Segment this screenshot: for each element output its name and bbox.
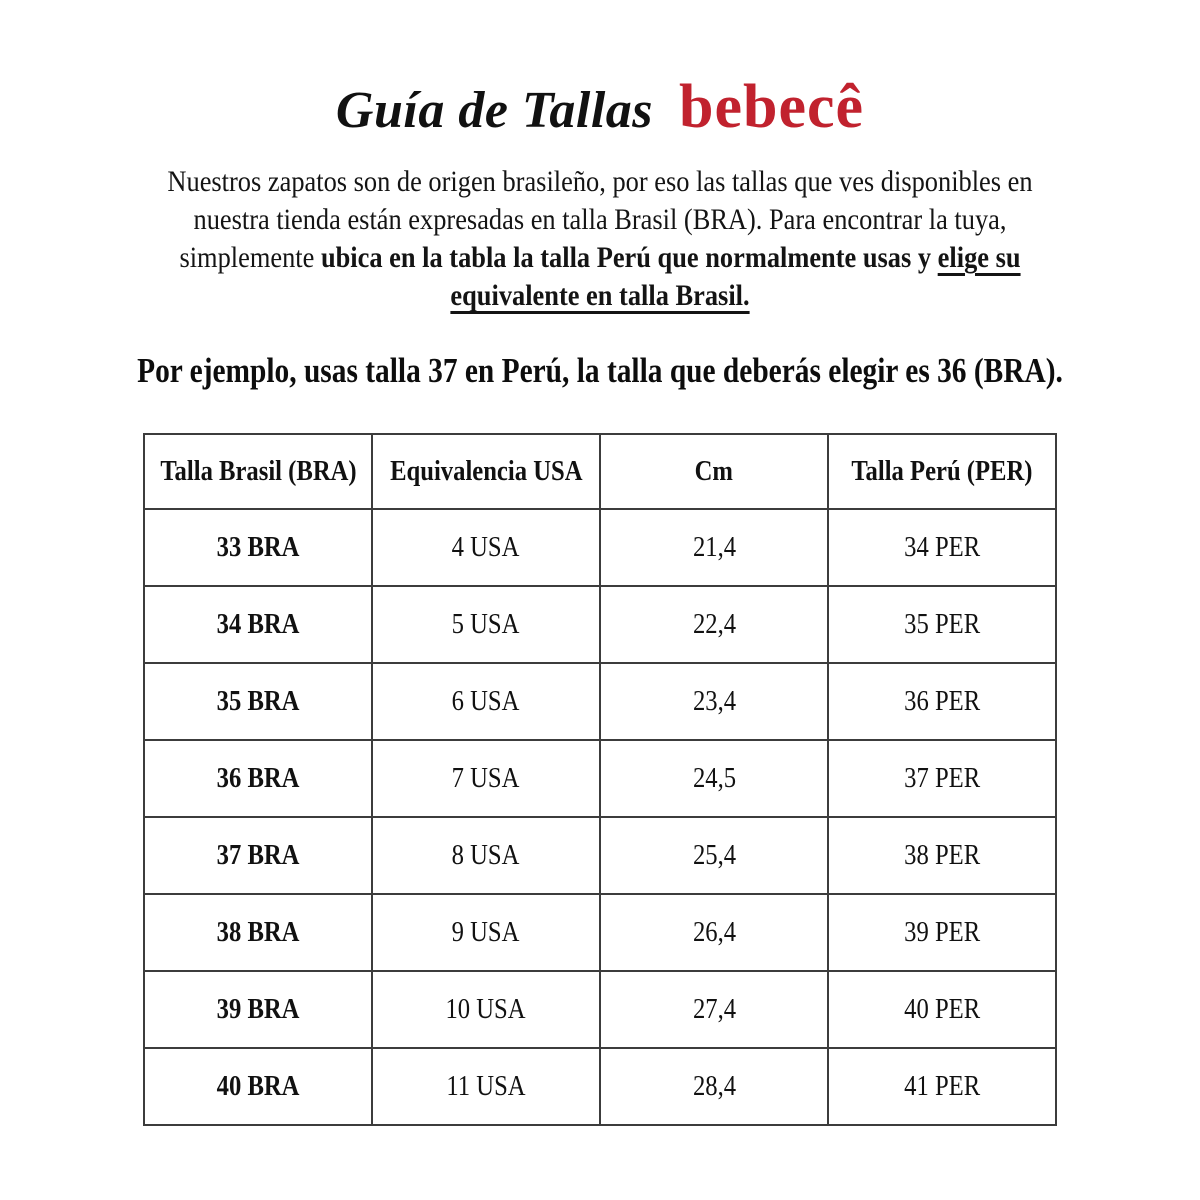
column-header-label: Cm [694,455,734,487]
cell-cm [600,740,828,817]
cell-value: 9 USA [452,916,520,948]
cell-value: 36 BRA [216,762,300,794]
cell-value: 27,4 [692,993,736,1025]
cell-value: 33 BRA [216,531,300,563]
cell-talla-peru [828,740,1056,817]
cell-talla-brasil [144,586,372,663]
cell-value: 7 USA [452,762,520,794]
cell-value: 10 USA [445,993,527,1025]
intro-line [72,201,1128,239]
cell-equivalencia-usa [372,740,600,817]
cell-value: 28,4 [692,1070,736,1102]
intro-text-segment: ubica en la tabla la talla Perú que normalmente usas y [320,241,938,274]
table-row [144,586,1056,663]
cell-talla-peru [828,663,1056,740]
table-row [144,740,1056,817]
column-header-cm [600,434,828,509]
column-header-equivalencia-usa [372,434,600,509]
cell-cm [600,971,828,1048]
cell-value: 26,4 [692,916,736,948]
cell-value: 11 USA [446,1070,526,1102]
cell-talla-peru [828,586,1056,663]
cell-equivalencia-usa [372,1048,600,1125]
cell-value: 5 USA [452,608,520,640]
cell-equivalencia-usa [372,971,600,1048]
example-line: Por ejemplo, usas talla 37 en Perú, la talla que deberás elegir es 36 (BRA). [137,351,1063,390]
intro-line [72,277,1128,315]
cell-cm [600,663,828,740]
cell-value: 40 PER [903,993,980,1025]
cell-value: 39 BRA [216,993,300,1025]
size-table [143,433,1057,1126]
size-table-body [144,509,1056,1125]
intro-line [72,239,1128,277]
intro-text-segment: elige su [937,241,1021,274]
cell-cm [600,817,828,894]
cell-value: 36 PER [903,685,980,717]
cell-talla-brasil [144,1048,372,1125]
intro-text-segment: simplemente [179,241,321,274]
cell-value: 37 BRA [216,839,300,871]
column-header-label: Equivalencia USA [389,455,583,487]
cell-talla-peru [828,894,1056,971]
column-header-talla-peru [828,434,1056,509]
cell-value: 25,4 [692,839,736,871]
cell-value: 38 BRA [216,916,300,948]
table-row [144,509,1056,586]
cell-value: 6 USA [452,685,520,717]
table-row [144,817,1056,894]
cell-talla-peru [828,971,1056,1048]
cell-equivalencia-usa [372,817,600,894]
cell-talla-brasil [144,817,372,894]
cell-talla-brasil [144,971,372,1048]
intro-text-segment: nuestra tienda están expresadas en talla Brasil (BRA). Para encontrar la tuya, [193,203,1007,236]
cell-cm [600,1048,828,1125]
cell-value: 24,5 [692,762,736,794]
brand-logo: bebecê [679,73,865,141]
cell-value: 38 PER [903,839,980,871]
table-row [144,894,1056,971]
cell-value: 22,4 [692,608,736,640]
cell-value: 23,4 [692,685,736,717]
intro-text-segment: equivalente en talla Brasil. [450,279,750,312]
cell-cm [600,894,828,971]
cell-value: 35 BRA [216,685,300,717]
cell-value: 40 BRA [216,1070,300,1102]
cell-value: 37 PER [903,762,980,794]
intro-paragraph [0,163,1200,315]
cell-talla-brasil [144,509,372,586]
intro-text-segment: Nuestros zapatos son de origen brasileño, por eso las tallas que ves disponibles en [167,165,1033,198]
cell-cm [600,509,828,586]
cell-value: 35 PER [903,608,980,640]
size-table-header-row [144,434,1056,509]
table-row [144,971,1056,1048]
page-title: Guía de Tallas [335,82,654,139]
cell-value: 4 USA [452,531,520,563]
cell-talla-brasil [144,663,372,740]
cell-talla-peru [828,817,1056,894]
cell-value: 8 USA [452,839,520,871]
cell-value: 21,4 [692,531,736,563]
header [0,72,1200,143]
cell-equivalencia-usa [372,509,600,586]
cell-value: 34 BRA [216,608,300,640]
cell-value: 39 PER [903,916,980,948]
cell-value: 34 PER [903,531,980,563]
table-row [144,1048,1056,1125]
cell-equivalencia-usa [372,586,600,663]
cell-value: 41 PER [903,1070,980,1102]
intro-line [72,163,1128,201]
cell-talla-peru [828,1048,1056,1125]
cell-talla-brasil [144,894,372,971]
column-header-label: Talla Perú (PER) [851,455,1033,487]
cell-cm [600,586,828,663]
cell-talla-brasil [144,740,372,817]
cell-equivalencia-usa [372,894,600,971]
cell-talla-peru [828,509,1056,586]
cell-equivalencia-usa [372,663,600,740]
column-header-talla-brasil [144,434,372,509]
table-row [144,663,1056,740]
column-header-label: Talla Brasil (BRA) [159,455,357,487]
